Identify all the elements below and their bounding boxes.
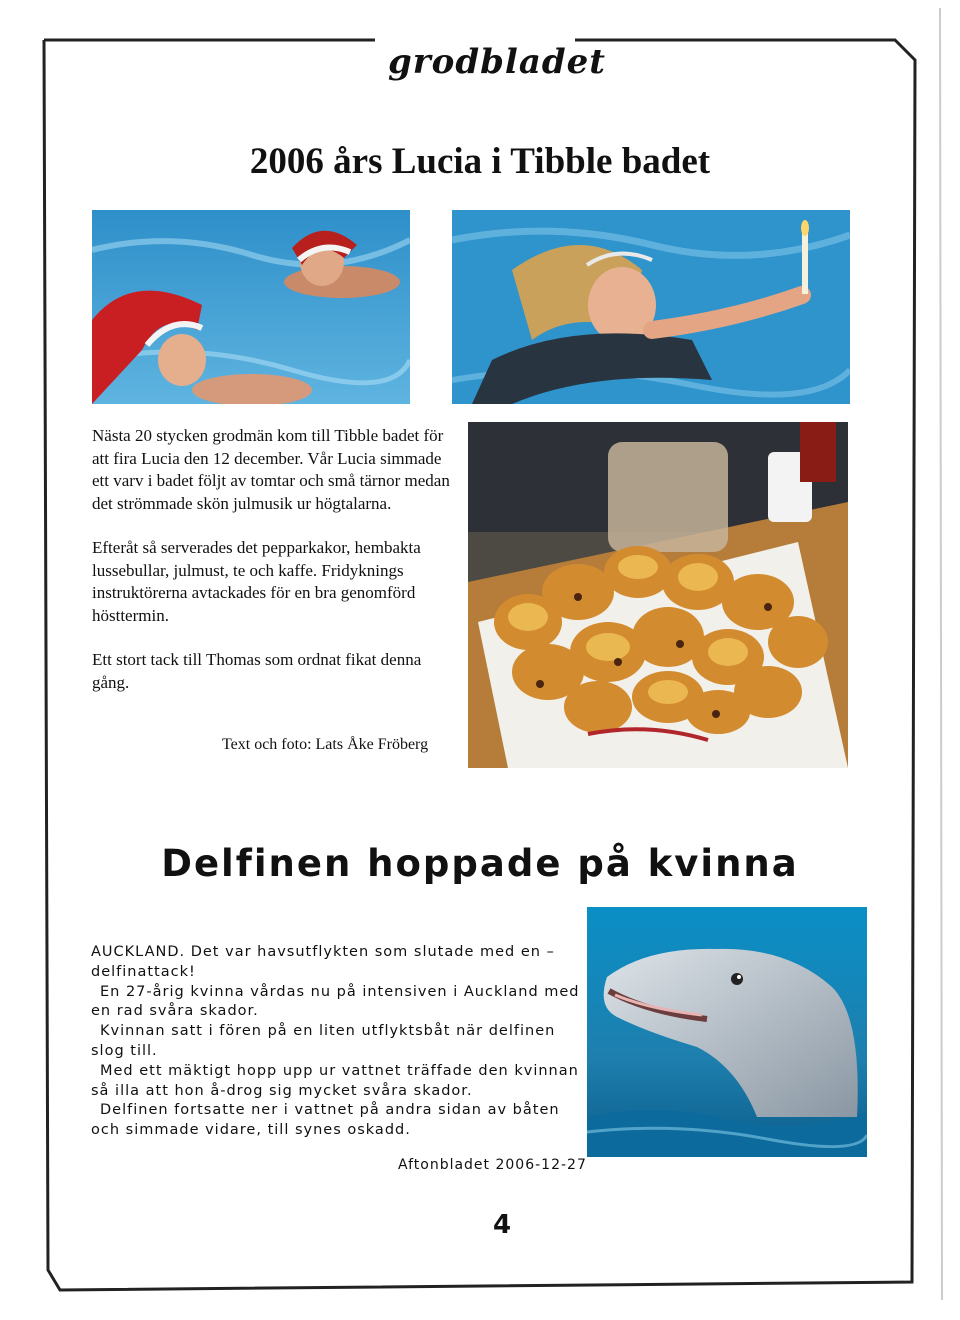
photo-credit: Text och foto: Lats Åke Fröberg [222,736,429,753]
page-number: 4 [492,1210,512,1240]
dolphin-paragraph-3: Kvinnan satt i fören på en liten utflyktsbåt när delfinen slog till. [91,1023,556,1059]
article-source: Aftonbladet 2006-12-27 [398,1157,587,1173]
lucia-paragraph-3: Ett stort tack till Thomas som ordnat fikat denna gång. [92,650,422,692]
lucia-paragraph-1: Nästa 20 stycken grodmän kom till Tibble badet för att fira Lucia den 12 december. Vår Lucia simmade ett varv i badet följt av tomtar och små tärnor medan det strömmade skön julmusik ur högtalarna. [92,426,450,513]
article-body-lucia [92,425,462,716]
dolphin-paragraph-2: En 27-årig kvinna vårdas nu på intensiven i Auckland med en rad svåra skador. [91,983,580,1020]
photo-swimmers-santa-hats [92,210,410,404]
masthead-logo: grodbladet [388,42,606,82]
dolphin-paragraph-5: Delfinen fortsatte ner i vattnet på andra sidan av båten och simmade vidare, till synes oskadd. [91,1102,560,1139]
lucia-paragraph-2: Efteråt så serverades det pepparkakor, hembakta lussebullar, julmust, te och kaffe. Fridyknings instruktörerna avtackades för en bra genomförd hösttermin. [92,538,421,625]
dolphin-paragraph-1: AUCKLAND. Det var havsutflykten som slutade med en – delfinattack! [91,944,555,980]
photo-saffron-buns [468,422,848,768]
photo-dolphin [587,907,867,1157]
dolphin-paragraph-4: Med ett mäktigt hopp upp ur vattnet träffade den kvinnan så illa att hon å-drog sig mycket svåra skador. [91,1062,579,1099]
article-title-dolphin: Delfinen hoppade på kvinna [161,842,799,885]
article-title-lucia: 2006 års Lucia i Tibble badet [249,141,711,182]
article-body-dolphin [91,943,591,1141]
photo-lucia-swimmer-candle [452,210,850,404]
